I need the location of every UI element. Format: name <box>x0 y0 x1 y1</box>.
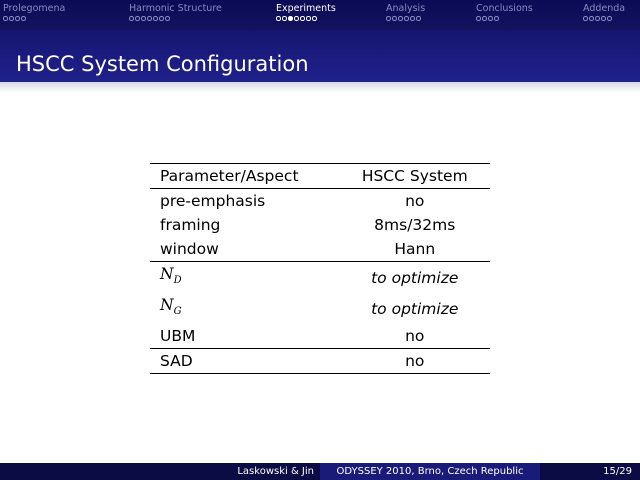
nav-section-conclusions[interactable] <box>476 3 533 21</box>
table-row <box>150 293 490 324</box>
frame-dot[interactable] <box>129 16 134 21</box>
value-cell: no <box>340 324 490 349</box>
value-cell: to optimize <box>371 268 459 287</box>
footer-authors: Laskowski & Jin <box>0 463 320 480</box>
math-variable <box>160 265 182 287</box>
parameter-cell: pre-emphasis <box>160 192 266 210</box>
column-header-system: HSCC System <box>340 164 490 189</box>
table-header-row <box>150 164 490 189</box>
frame-dot[interactable] <box>488 16 493 21</box>
table-row <box>150 349 490 374</box>
frame-dot[interactable] <box>153 16 158 21</box>
nav-section-analysis[interactable] <box>386 3 425 21</box>
frame-dot[interactable] <box>15 16 20 21</box>
frame-dot[interactable] <box>601 16 606 21</box>
footer-bar <box>0 463 640 480</box>
frame-dot[interactable] <box>386 16 391 21</box>
frame-dot[interactable] <box>141 16 146 21</box>
frame-dot[interactable] <box>589 16 594 21</box>
frame-dot[interactable] <box>583 16 588 21</box>
frame-dot[interactable] <box>595 16 600 21</box>
nav-section-label: Prolegomena <box>3 3 66 14</box>
nav-frame-dots <box>583 16 625 21</box>
section-navigation <box>0 0 640 30</box>
value-cell: Hann <box>340 237 490 262</box>
value-cell: no <box>340 349 490 374</box>
nav-frame-dots <box>3 16 65 21</box>
frame-dot[interactable] <box>159 16 164 21</box>
math-variable-subscript: D <box>173 275 182 287</box>
frame-dot[interactable] <box>294 16 299 21</box>
nav-section-prolegomena[interactable] <box>3 3 65 21</box>
value-cell: no <box>405 192 425 210</box>
nav-frame-dots <box>276 16 336 21</box>
math-variable-base: N <box>160 296 174 315</box>
parameter-cell: window <box>150 237 340 262</box>
parameter-cell <box>150 262 340 294</box>
table-row <box>150 262 490 294</box>
frame-dot[interactable] <box>476 16 481 21</box>
nav-section-label: Conclusions <box>476 3 533 14</box>
slide-title: HSCC System Configuration <box>16 52 309 76</box>
frame-dot[interactable] <box>404 16 409 21</box>
nav-frame-dots <box>476 16 533 21</box>
parameter-cell <box>150 293 340 324</box>
parameter-cell: framing <box>160 216 221 234</box>
footer-venue: ODYSSEY 2010, Brno, Czech Republic <box>320 463 540 480</box>
title-bar-shadow <box>0 82 640 92</box>
math-variable-subscript: G <box>173 306 182 318</box>
value-cell: 8ms/32ms <box>374 216 456 234</box>
nav-frame-dots <box>386 16 425 21</box>
nav-section-label: Harmonic Structure <box>129 3 222 14</box>
frame-dot[interactable] <box>282 16 287 21</box>
configuration-table <box>150 163 490 374</box>
frame-dot[interactable] <box>9 16 14 21</box>
frame-dot[interactable] <box>3 16 8 21</box>
nav-section-label: Addenda <box>583 3 626 14</box>
table-row <box>150 237 490 262</box>
frame-dot[interactable] <box>147 16 152 21</box>
frame-dot[interactable] <box>494 16 499 21</box>
frame-dot[interactable] <box>416 16 421 21</box>
column-header-parameter: Parameter/Aspect <box>150 164 340 189</box>
math-variable-base: N <box>160 265 174 283</box>
frame-dot[interactable] <box>135 16 140 21</box>
frame-dot[interactable] <box>482 16 487 21</box>
frame-dot[interactable] <box>312 16 317 21</box>
table-row <box>150 189 490 214</box>
frame-dot[interactable] <box>165 16 170 21</box>
frame-dot[interactable] <box>276 16 281 21</box>
nav-section-addenda[interactable] <box>583 3 625 21</box>
footer-page-number: 15/29 <box>540 463 640 480</box>
nav-section-experiments[interactable] <box>276 3 336 21</box>
nav-frame-dots <box>129 16 222 21</box>
parameter-cell: UBM <box>150 324 340 349</box>
table-row <box>150 213 490 237</box>
value-cell: to optimize <box>371 299 459 318</box>
frame-dot[interactable] <box>398 16 403 21</box>
math-variable <box>160 296 182 318</box>
frame-dot[interactable] <box>300 16 305 21</box>
frame-dot[interactable] <box>410 16 415 21</box>
parameter-cell: SAD <box>150 349 340 374</box>
table-row <box>150 324 490 349</box>
frame-dot[interactable] <box>392 16 397 21</box>
nav-section-harmonic-structure[interactable] <box>129 3 222 21</box>
frame-dot[interactable] <box>607 16 612 21</box>
nav-section-label: Experiments <box>276 3 336 14</box>
frame-dot-current[interactable] <box>288 16 293 21</box>
nav-section-label: Analysis <box>386 3 426 14</box>
frame-dot[interactable] <box>21 16 26 21</box>
frame-dot[interactable] <box>306 16 311 21</box>
